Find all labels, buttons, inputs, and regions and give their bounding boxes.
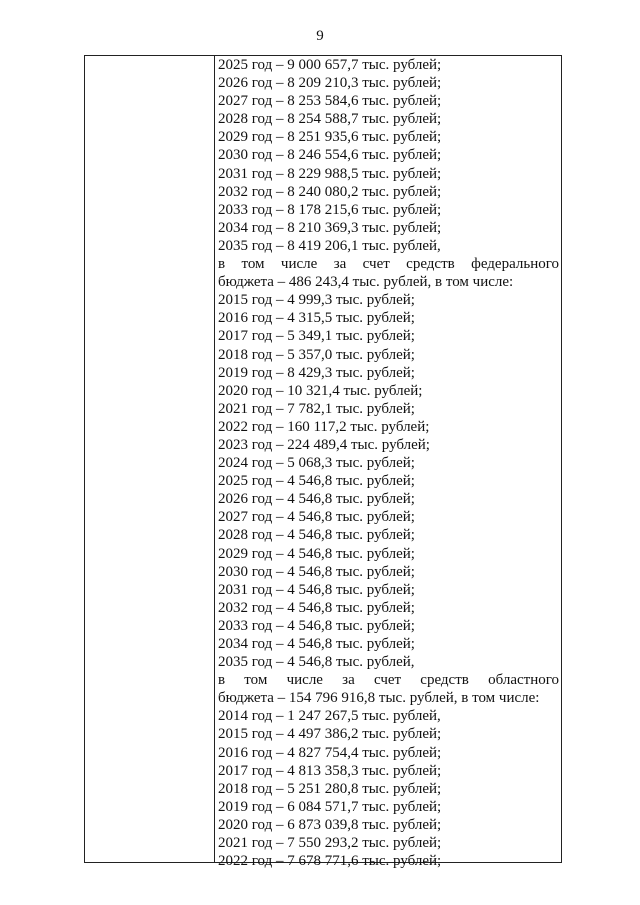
list-item: 2032 год – 4 546,8 тыс. рублей;	[218, 599, 415, 616]
list-item: 2029 год – 4 546,8 тыс. рублей;	[218, 545, 415, 562]
list-item: 2023 год – 224 489,4 тыс. рублей;	[218, 436, 430, 453]
list-item: 2017 год – 5 349,1 тыс. рублей;	[218, 328, 415, 345]
list-item: 2015 год – 4 497 386,2 тыс. рублей;	[218, 726, 442, 743]
list-item: 2014 год – 1 247 267,5 тыс. рублей,	[218, 708, 441, 725]
regional-budget-section	[218, 671, 559, 870]
list-item: 2030 год – 8 246 554,6 тыс. рублей;	[218, 147, 442, 164]
list-item: 2034 год – 8 210 369,3 тыс. рублей;	[218, 219, 442, 236]
funding-table	[84, 55, 562, 870]
list-item: 2030 год – 4 546,8 тыс. рублей;	[218, 563, 415, 580]
list-item: 2016 год – 4 315,5 тыс. рублей;	[218, 310, 415, 327]
list-item: 2027 год – 8 253 584,6 тыс. рублей;	[218, 93, 442, 110]
list-item: 2024 год – 5 068,3 тыс. рублей;	[218, 455, 415, 472]
federal-budget-intro: в том числе за счет средств федерального	[218, 256, 559, 273]
list-item: 2019 год – 6 084 571,7 тыс. рублей;	[218, 798, 442, 815]
list-item: 2032 год – 8 240 080,2 тыс. рублей;	[218, 183, 442, 200]
table-content-column	[218, 56, 559, 870]
list-item: 2017 год – 4 813 358,3 тыс. рублей;	[218, 762, 442, 779]
list-item: 2018 год – 5 251 280,8 тыс. рублей;	[218, 780, 442, 797]
list-item: 2025 год – 4 546,8 тыс. рублей;	[218, 473, 415, 490]
list-item: 2035 год – 4 546,8 тыс. рублей,	[218, 654, 415, 671]
list-item: 2015 год – 4 999,3 тыс. рублей;	[218, 292, 415, 309]
list-item: 2033 год – 8 178 215,6 тыс. рублей;	[218, 201, 442, 218]
list-item: 2034 год – 4 546,8 тыс. рублей;	[218, 636, 415, 652]
federal-budget-total: бюджета – 486 243,4 тыс. рублей, в том числе:	[218, 274, 514, 291]
page-number: 9	[316, 28, 324, 44]
regional-budget-intro: в том числе за счет средств областного	[218, 672, 559, 689]
list-item: 2026 год – 8 209 210,3 тыс. рублей;	[218, 75, 442, 92]
list-item: 2033 год – 4 546,8 тыс. рублей;	[218, 617, 415, 634]
list-item: 2018 год – 5 357,0 тыс. рублей;	[218, 346, 415, 363]
total-funding-by-year-list	[218, 56, 559, 255]
list-item: 2026 год – 4 546,8 тыс. рублей;	[218, 491, 415, 508]
list-item: 2035 год – 8 419 206,1 тыс. рублей,	[218, 237, 441, 254]
list-item: 2029 год – 8 251 935,6 тыс. рублей;	[218, 129, 442, 146]
list-item: 2020 год – 10 321,4 тыс. рублей;	[218, 382, 423, 399]
table-label-column	[85, 56, 215, 862]
list-item: 2028 год – 4 546,8 тыс. рублей;	[218, 527, 415, 544]
regional-budget-total: бюджета – 154 796 916,8 тыс. рублей, в том числе:	[218, 690, 540, 707]
list-item: 2021 год – 7 550 293,2 тыс. рублей;	[218, 835, 442, 852]
list-item: 2027 год – 4 546,8 тыс. рублей;	[218, 509, 415, 526]
list-item: 2031 год – 8 229 988,5 тыс. рублей;	[218, 165, 442, 182]
list-item: 2016 год – 4 827 754,4 тыс. рублей;	[218, 744, 442, 761]
list-item: 2019 год – 8 429,3 тыс. рублей;	[218, 364, 415, 381]
list-item: 2022 год – 7 678 771,6 тыс. рублей;	[218, 853, 442, 870]
list-item: 2020 год – 6 873 039,8 тыс. рублей;	[218, 816, 442, 833]
list-item: 2028 год – 8 254 588,7 тыс. рублей;	[218, 111, 442, 128]
list-item: 2022 год – 160 117,2 тыс. рублей;	[218, 418, 430, 435]
list-item: 2021 год – 7 782,1 тыс. рублей;	[218, 400, 415, 417]
list-item: 2031 год – 4 546,8 тыс. рублей;	[218, 581, 415, 598]
list-item: 2025 год – 9 000 657,7 тыс. рублей;	[218, 57, 442, 73]
federal-budget-section	[218, 255, 559, 671]
